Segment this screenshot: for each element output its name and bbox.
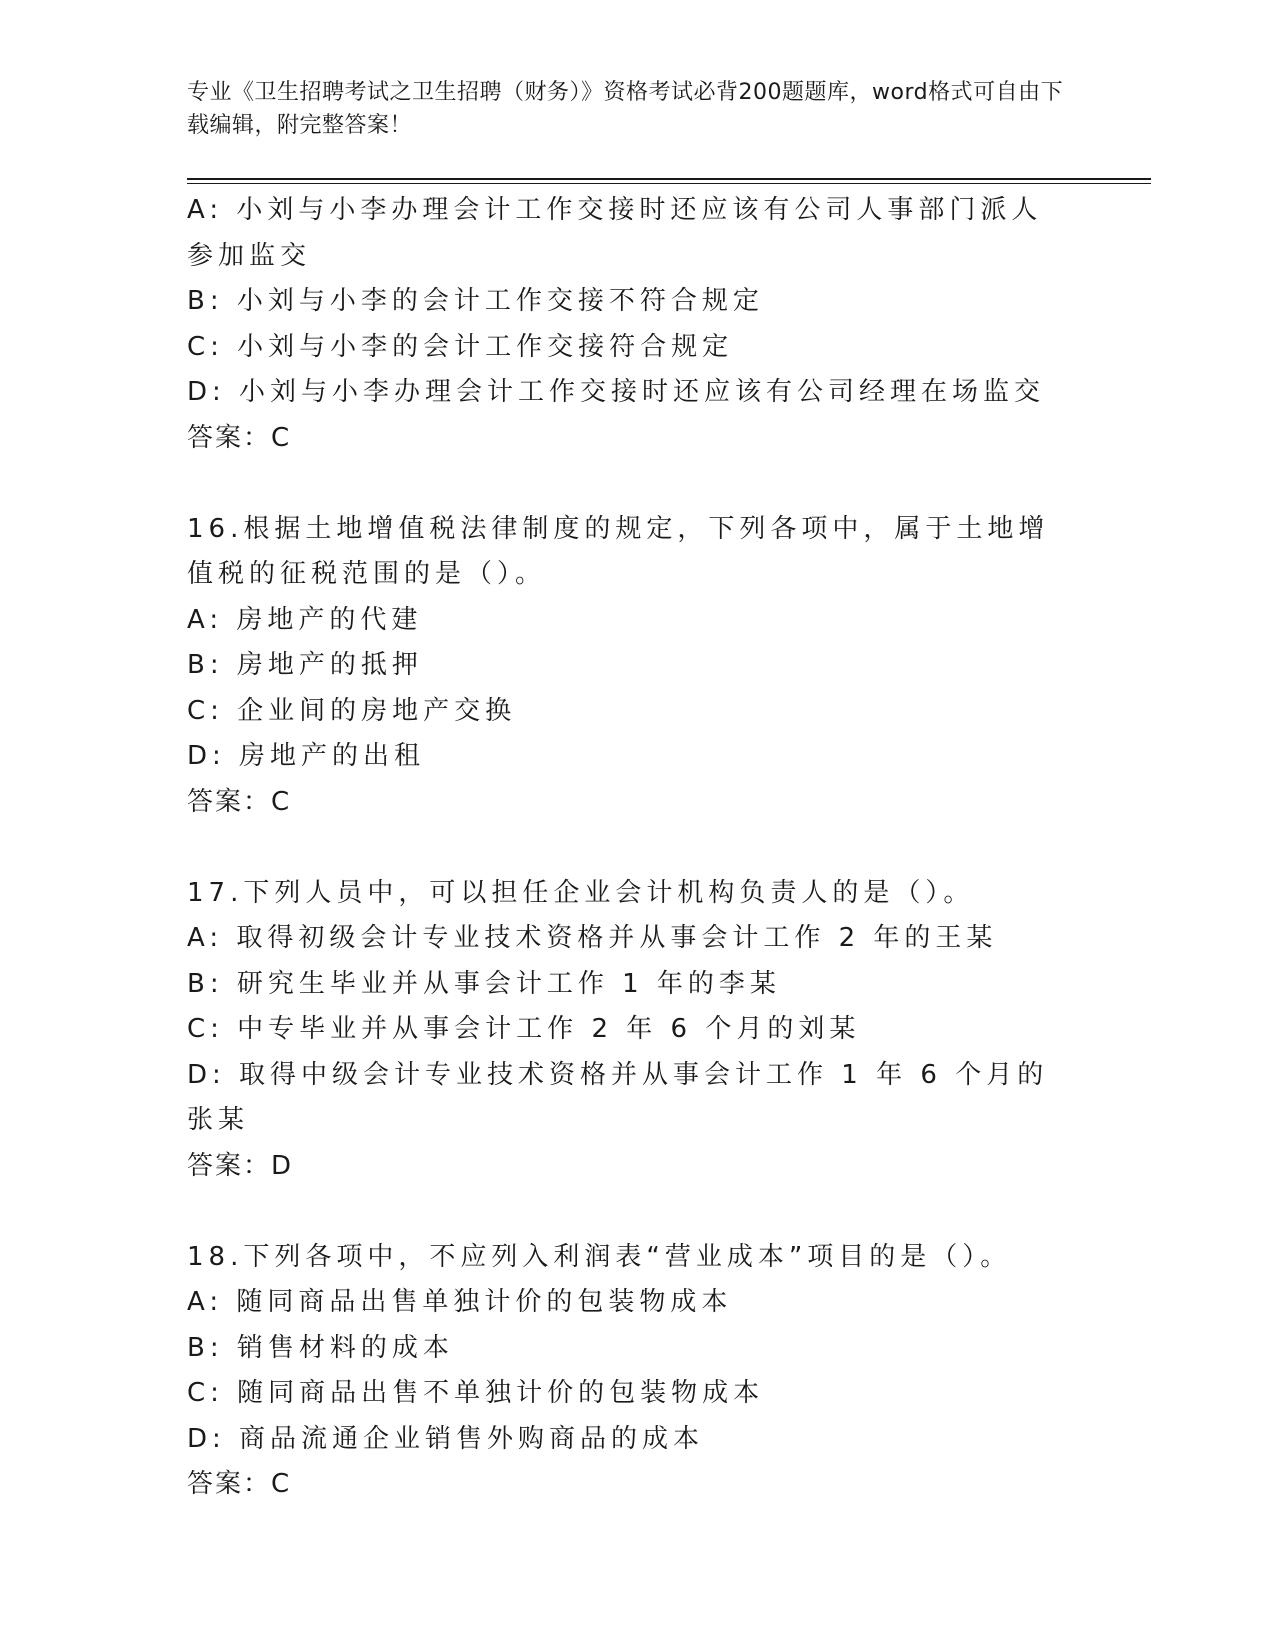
- option-b: B: 小刘与小李的会计工作交接不符合规定: [187, 286, 764, 316]
- answer-line: 答案：C: [187, 422, 292, 453]
- option-c: C: 企业间的房地产交换: [187, 695, 517, 726]
- option-a: A: 随同商品出售单独计价的包装物成本: [187, 1287, 733, 1317]
- question-block-16: [187, 507, 1067, 826]
- option-c: C: 小刘与小李的会计工作交接符合规定: [187, 331, 734, 362]
- option-d: D: 小刘与小李办理会计工作交接时还应该有公司经理在场监交: [187, 377, 1046, 407]
- header-divider-thick: [187, 178, 1151, 180]
- header-divider-thin: [187, 183, 1151, 184]
- answer-line: 答案：C: [187, 786, 292, 817]
- option-b: B: 销售材料的成本: [187, 1332, 454, 1363]
- document-header: 专业《卫生招聘考试之卫生招聘（财务）》资格考试必背200题题库，word格式可自由下载编辑，附完整答案！: [187, 80, 1064, 138]
- option-a: A: 房地产的代建: [187, 604, 423, 635]
- question-block-15-continued: [187, 188, 1067, 461]
- question-stem: 16.根据土地增值税法律制度的规定，下列各项中，属于土地增值税的征税范围的是（）。: [187, 513, 1050, 589]
- option-d: D: 商品流通企业销售外购商品的成本: [187, 1423, 705, 1454]
- answer-line: 答案：D: [187, 1150, 294, 1181]
- document-page: [187, 0, 1147, 1650]
- question-stem: 18.下列各项中，不应列入利润表“营业成本”项目的是（）。: [187, 1241, 1012, 1272]
- option-a: A: 取得初级会计专业技术资格并从事会计工作 2 年的王某: [187, 923, 998, 953]
- question-block-18: [187, 1235, 1067, 1508]
- option-c: C: 随同商品出售不单独计价的包装物成本: [187, 1378, 765, 1408]
- question-stem: 17.下列人员中，可以担任企业会计机构负责人的是（）。: [187, 877, 975, 908]
- option-d: D: 房地产的出租: [187, 741, 426, 771]
- question-list: [187, 188, 1067, 1553]
- option-a: A: 小刘与小李办理会计工作交接时还应该有公司人事部门派人参加监交: [187, 195, 1043, 271]
- option-b: B: 房地产的抵押: [187, 650, 423, 680]
- answer-line: 答案：C: [187, 1469, 292, 1499]
- question-block-17: [187, 871, 1067, 1190]
- option-c: C: 中专毕业并从事会计工作 2 年 6 个月的刘某: [187, 1014, 861, 1044]
- option-d: D: 取得中级会计专业技术资格并从事会计工作 1 年 6 个月的张某: [187, 1059, 1049, 1135]
- option-b: B: 研究生毕业并从事会计工作 1 年的李某: [187, 968, 781, 999]
